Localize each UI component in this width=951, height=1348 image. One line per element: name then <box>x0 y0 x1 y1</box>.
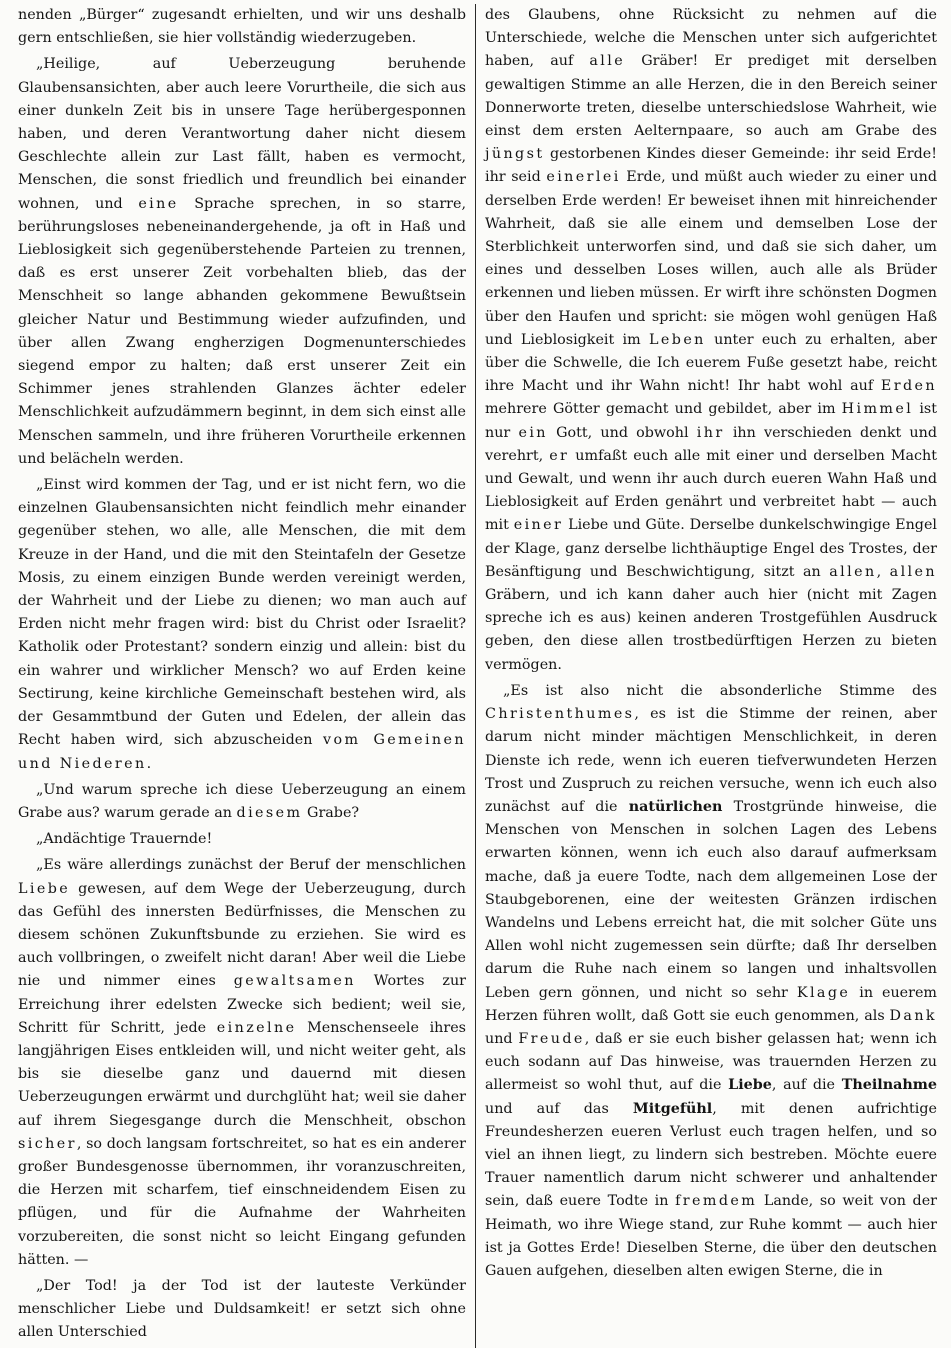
spaced-emphasis-text: sicher <box>18 1135 77 1152</box>
spaced-emphasis-text: einzelne <box>216 1019 297 1036</box>
left-column-paragraph <box>18 1275 466 1345</box>
text-run: Wortes zur Erreichung ihrer edelsten Zwecke sich bedient; weil sie, Schritt für Schritt, jede <box>18 973 467 1036</box>
bold-emphasis-text: Liebe <box>728 1077 772 1094</box>
right-column-paragraph <box>485 680 937 1283</box>
text-run: „Einst wird kommen der Tag, und er ist nicht fern, wo die einzelnen Glaubensansichten nicht feindlich mehr einander gegenüber stehen, wo alle, alle Menschen, die mit dem Kreuze in der Hand, und die mit den Steintafeln der Gesetze Mosis, zu einem einzigen Bunde werden vereinigt werden, der Wahrheit und der Liebe zu dienen; wo man auch auf Erden nicht mehr fragen wird: bist du Christ oder Israelit? Katholik oder Protestant? sondern einzig und allein: bist du ein wahrer und wirklicher Mensch? wo auf Erden keine Sectirung, keine kirchliche Gemeinschaft bestehen wird, als der Gesammtbund der Guten und Edelen, der allein das Recht haben wird, sich abzuscheiden <box>18 477 466 749</box>
text-run: Grabe? <box>302 804 360 821</box>
left-column <box>18 4 466 1348</box>
text-run: des Glaubens, ohne Rücksicht zu nehmen auf die Unterschiede, welche die Menschen unter sich aufgerichtet haben, auf <box>485 7 937 70</box>
text-run: „Es wäre allerdings zunächst der Beruf der menschlichen <box>36 857 466 874</box>
text-columns <box>18 4 938 1341</box>
spaced-emphasis-text: Freude <box>518 1030 585 1047</box>
left-column-paragraph <box>18 854 466 1272</box>
left-column-paragraph <box>18 474 466 776</box>
spaced-emphasis-text: Leben <box>649 331 706 348</box>
text-run: in euerem Herzen führen wollt, daß Gott sie euch genommen, als <box>485 984 937 1024</box>
spaced-emphasis-text: allen <box>889 563 937 580</box>
right-column <box>485 4 937 1348</box>
text-run: Gräbern, und ich kann daher auch hier (nicht mit Zagen spreche ich es aus) keinen anderen Trostgefühlen Ausdruck geben, den diese allen trostbedürftigen Herzen zu bieten vermögen. <box>485 587 937 673</box>
text-run: , <box>876 563 890 580</box>
left-column-paragraph <box>18 828 466 851</box>
text-run: „Heilige, auf Ueberzeugung beruhende Glaubensansichten, aber auch leere Vorurtheile, die sich aus einer dunkeln Zeit bis in unsere Tage herübergesponnen haben, und deren Verantwortung daher nicht diesem Geschlechte allein zur Last fällt, haben es vermocht, Menschen, die sonst friedlich und freundlich bei einander wohnen, und <box>18 56 466 212</box>
text-run: , so doch langsam fortschreitet, so hat es ein anderer großer Bundesgenosse übernommen, ihr voranzuschreiten, die Herzen mit scharfem, tief einschneidendem Eisen zu pflügen, und für die Aufnahme der Wahrheiten vorzubereiten, die sonst nicht so leicht Eingang gefunden hätten. — <box>18 1135 466 1268</box>
text-run: mehrere Götter gemacht und gebildet, aber im <box>485 401 842 418</box>
text-run: Lande, so weit von der Heimath, wo ihre Wiege stand, zur Ruhe kommt — auch hier ist ja Gottes Erde! Dieselben Sterne, die über den deutschen Gauen aufgehen, dieselben alten ewigen Sterne, die in <box>485 1193 938 1279</box>
text-run: , daß er sie euch bisher gelassen hat; wenn ich euch sodann auf Das hinweise, was trauernden Herzen zu allermeist so wohl thut, auf die <box>485 1030 937 1094</box>
bold-emphasis-text: Theilnahme <box>841 1077 937 1094</box>
text-run: Erde, und müßt auch wieder zu einer und derselben Erde werden! Er beweiset ihnen mit hinreichender Wahrheit, daß sie alle einem und demselben Lose der Sterblichkeit unterworfen sind, und daß sie sich daher, um eines und desselben Loses willen, auch alle als Brüder erkennen und lieben müssen. Er wirft ihre schönsten Dogmen über den Haufen und spricht: sie mögen wohl genügen Haß und Lieblosigkeit im <box>485 169 937 348</box>
spaced-emphasis-text: Himmel <box>841 401 914 418</box>
text-run: umfaßt euch alle mit einer und derselben Macht und Gewalt, und wenn ihr auch durch eueren Wahn Haß und Lieblosigkeit auf Erden genährt und verbreitet habt — auch mit <box>485 447 938 534</box>
right-column-paragraph <box>485 4 937 677</box>
text-run: nenden „Bürger“ zugesandt erhielten, und wir uns deshalb gern entschließen, sie hier vollständig wiederzugeben. <box>18 7 466 47</box>
bold-emphasis-text: Mitgefühl <box>632 1100 713 1117</box>
text-run: ihn verschieden denkt und verehrt, <box>485 424 938 464</box>
spaced-emphasis-text: vom Gemeinen und Niederen. <box>18 732 467 772</box>
spaced-emphasis-text: ihr <box>696 424 725 441</box>
left-column-paragraph <box>18 779 466 825</box>
spaced-emphasis-text: einer <box>513 517 564 534</box>
left-column-paragraph <box>18 53 466 471</box>
column-divider <box>475 4 476 1348</box>
text-run: „Es ist also nicht die absonderliche Stimme des <box>503 682 937 699</box>
text-run: , es ist die Stimme der reinen, aber darum nicht minder mächtigen Menschlichkeit, in deren Dienste ich rede, wenn ich eueren tiefverwundeten Herzen Trost und Zuspruch zu reichen versuche, wenn ich euch also zunächst auf die <box>485 706 937 815</box>
text-run: , auf die <box>771 1077 842 1094</box>
text-run: Trostgründe hinweise, die Menschen von Menschen in solchen Lagen des Lebens erwarten können, wenn ich euch also darauf aufmerksam mache, daß ja euere Todte, nach dem allgemeinen Lose der Staubgeborenen, eine der weitesten Gränzen irdischen Wandelns und Lebens erreicht hat, die mit solcher Güte uns Allen wohl nicht zugemessen sein dürfte; daß Ihr derselben darum die Ruhe nach einem so langen und inhaltsvollen Leben gern gönnen, und nicht so sehr <box>485 798 937 1001</box>
text-run: Sprache sprechen, in so starre, berührungsloses nebeneinandergehende, ja oft in Haß und Lieblosigkeit sich gegenüberstehende Parteien zu trennen, daß es erst unserer Zeit vorbehalten blieb, das der Menschheit so lange abhanden gekommene Bewußtsein gleicher Natur und Bestimmung wieder aufzufinden, und über allen Zwang engherzigen Dogmenunterschiedes siegend empor zu halten; daß erst unserer Zeit ein Schimmer jenes strahlenden Glanzes ächter edeler Menschlichkeit aufzudämmern beginnt, in dem sich einst alle Menschen sammeln, und ihre früheren Vorurtheile erkennen und belächeln werden. <box>18 195 466 467</box>
text-run: und auf das <box>485 1100 633 1117</box>
spaced-emphasis-text: Christenthumes <box>485 706 635 723</box>
text-run: „Und warum spreche ich diese Ueberzeugung an einem Grabe aus? warum gerade an <box>18 781 466 821</box>
spaced-emphasis-text: Klage <box>796 984 851 1001</box>
text-run: , mit denen aufrichtige Freundesherzen eueren Verlust euch tragen helfen, und so viel an ihnen liegt, zu lindern sich bestreben. Möchte euere Trauer namentlich darum nicht schwerer und anhaltender sein, daß euere Todte in <box>485 1100 937 1210</box>
text-run: gestorbenen Kindes dieser Gemeinde: ihr seid Erde! ihr seid <box>485 146 937 186</box>
text-run: Gräber! Er prediget mit derselben gewaltigen Stimme an alle Herzen, die in den Bereich seiner Donnerworte treten, dieselbe unterschiedslose Wahrheit, wie einst dem ersten Aelternpaare, so auch am Grabe des <box>485 53 937 140</box>
text-run: Gott, und obwohl <box>547 424 697 441</box>
spaced-emphasis-text: eine <box>138 195 179 212</box>
spaced-emphasis-text: jüngst <box>485 146 545 163</box>
spaced-emphasis-text: gewaltsamen <box>233 973 356 990</box>
text-run: und <box>485 1030 519 1047</box>
left-column-paragraph <box>18 4 466 50</box>
text-run: gewesen, auf dem Wege der Ueberzeugung, durch das Gefühl des innersten Bedürfnisses, die Menschen zu diesem schönen Zukunftsbunde zu erziehen. Sie wird es auch vollbringen, o zweifelt nicht daran! Aber weil die Liebe nie und nimmer eines <box>18 880 466 990</box>
spaced-emphasis-text: Erden <box>880 378 937 395</box>
text-run: „Andächtige Trauernde! <box>36 831 213 848</box>
spaced-emphasis-text: alle <box>589 53 626 70</box>
spaced-emphasis-text: Liebe <box>18 880 71 897</box>
spaced-emphasis-text: allen <box>829 563 877 580</box>
text-run: Menschenseele ihres langjährigen Eises entkleiden will, und nicht weiter geht, als bis sie dieselbe ganz und dauernd mit diesen Ueberzeugungen erwärmt und durchglüht hat; weil sie daher auf ihrem Siegesgange durch die Menschheit, obschon <box>18 1019 466 1129</box>
spaced-emphasis-text: Dank <box>889 1007 937 1024</box>
text-run: Liebe und Güte. Derselbe dunkelschwingige Engel der Klage, ganz derselbe lichthäuptige Engel des Trostes, der Besänftigung und Beschwichtigung, sitzt an <box>485 517 937 580</box>
spaced-emphasis-text: einerlei <box>546 169 621 186</box>
spaced-emphasis-text: diesem <box>236 804 303 821</box>
spaced-emphasis-text: fremdem <box>675 1193 758 1210</box>
text-run: ist nur <box>485 401 937 441</box>
spaced-emphasis-text: er <box>549 447 570 464</box>
bold-emphasis-text: natürlichen <box>628 798 723 815</box>
spaced-emphasis-text: ein <box>518 424 548 441</box>
text-run: „Der Tod! ja der Tod ist der lauteste Verkünder menschlicher Liebe und Duldsamkeit! er setzt sich ohne allen Unterschied <box>18 1277 466 1341</box>
text-run: unter euch zu erhalten, aber über die Schwelle, die Ich euerem Fuße gesetzt habe, reicht ihre Macht und ihr Wahn nicht! Ihr habt wohl auf <box>485 331 937 395</box>
